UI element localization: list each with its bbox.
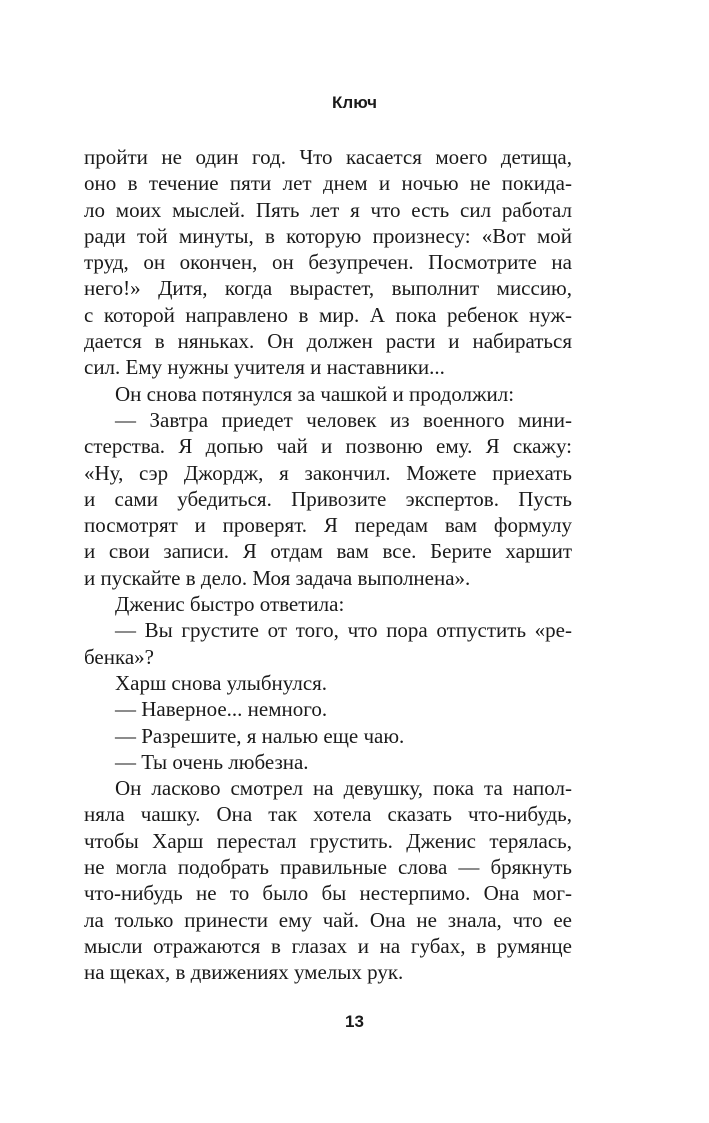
text-line: — Вы грустите от того, что пора отпустить «ре- <box>115 618 572 643</box>
text-line: няла чашку. Она так хотела сказать что-нибудь, <box>84 802 572 827</box>
text-line: не могла подобрать правильные слова — брякнуть <box>84 855 572 880</box>
text-line: Он ласково смотрел на девушку, пока та напол- <box>115 776 572 801</box>
body-text <box>84 144 572 986</box>
text-line: Харш снова улыбнулся. <box>115 670 328 695</box>
text-line: мысли отражаются в глазах и на губах, в румянце <box>84 933 572 958</box>
text-line: труд, он окончен, он безупречен. Посмотрите на <box>84 250 572 275</box>
text-line: «Ну, сэр Джордж, я закончил. Можете приехать <box>84 460 572 485</box>
text-line: стерства. Я допью чай и позвоню ему. Я скажу: <box>84 434 572 459</box>
text-line: что-нибудь не то было бы нестерпимо. Она мог- <box>84 881 572 906</box>
text-line: на щеках, в движениях умелых рук. <box>84 960 404 985</box>
text-line: с которой направлено в мир. А пока ребенок нуж- <box>84 302 572 327</box>
text-line: — Наверное... немного. <box>115 697 328 722</box>
page-number: 13 <box>345 1012 364 1031</box>
text-line: и свои записи. Я отдам вам все. Берите харшит <box>84 539 572 564</box>
text-line: и сами убедиться. Привозите экспертов. Пусть <box>84 486 572 511</box>
text-line: ла только принести ему чай. Она не знала, что ее <box>84 907 572 932</box>
text-line: него!» Дитя, когда вырастет, выполнит миссию, <box>84 276 572 301</box>
text-line: ради той минуты, в которую произнесу: «Вот мой <box>84 223 572 248</box>
text-line: ло моих мыслей. Пять лет я что есть сил работал <box>84 197 572 222</box>
text-line: дается в няньках. Он должен расти и набираться <box>84 329 572 354</box>
text-line: сил. Ему нужны учителя и наставники... <box>84 355 445 380</box>
text-line: бенка»? <box>84 644 154 669</box>
text-line: — Ты очень любезна. <box>115 749 309 774</box>
text-line: Дженис быстро ответила: <box>115 592 345 617</box>
text-line: чтобы Харш перестал грустить. Дженис терялась, <box>84 828 572 853</box>
text-line: и пускайте в дело. Моя задача выполнена». <box>84 565 471 590</box>
text-line: оно в течение пяти лет днем и ночью не покида- <box>84 171 572 196</box>
text-line: — Завтра приедет человек из военного мини- <box>115 407 572 432</box>
text-line: посмотрят и проверят. Я передам вам формулу <box>84 513 572 538</box>
text-line: пройти не один год. Что касается моего детища, <box>84 145 572 169</box>
running-head: Ключ <box>332 93 377 112</box>
text-line: — Разрешите, я налью еще чаю. <box>115 723 405 748</box>
text-line: Он снова потянулся за чашкой и продолжил: <box>115 381 515 406</box>
